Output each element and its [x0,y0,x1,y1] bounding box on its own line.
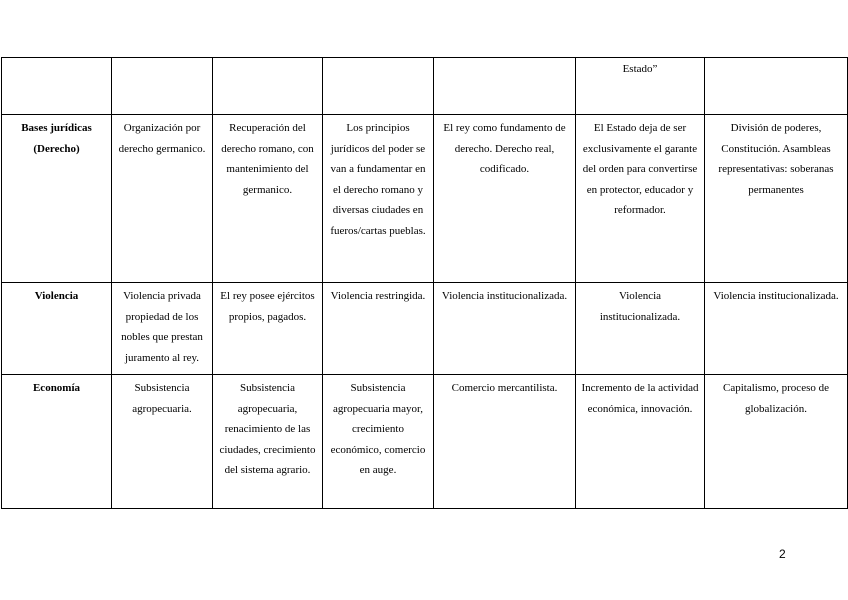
table-cell: Capitalismo, proceso de globalización. [705,375,848,509]
table-cell: Subsistencia agropecuaria. [112,375,213,509]
table-cell: División de poderes, Constitución. Asambleas representativas: soberanas permanentes [705,115,848,283]
table-cell: Violencia privada propiedad de los nobles que prestan juramento al rey. [112,283,213,375]
table-cell [705,58,848,115]
comparison-table [1,57,848,509]
table-cell: Comercio mercantilista. [434,375,576,509]
page-number: 2 [779,547,786,561]
table-row [2,283,848,375]
table-cell: Violencia institucionalizada. [434,283,576,375]
table-cell: Subsistencia agropecuaria mayor, crecimiento económico, comercio en auge. [323,375,434,509]
table-cell: Recuperación del derecho romano, con mantenimiento del germanico. [213,115,323,283]
table-cell: El rey posee ejércitos propios, pagados. [213,283,323,375]
table-cell: El rey como fundamento de derecho. Derecho real, codificado. [434,115,576,283]
row-header: Bases jurídicas (Derecho) [2,115,112,283]
table-cell: Violencia institucionalizada. [576,283,705,375]
table-cell [323,58,434,115]
table-row [2,58,848,115]
table-cell: Subsistencia agropecuaria, renacimiento de las ciudades, crecimiento del sistema agrario. [213,375,323,509]
table-cell: El Estado deja de ser exclusivamente el garante del orden para convertirse en protector, educador y reformador. [576,115,705,283]
table-cell: Incremento de la actividad económica, innovación. [576,375,705,509]
table-cell: Estado” [576,58,705,115]
row-header: Economía [2,375,112,509]
table-cell [112,58,213,115]
table-cell [434,58,576,115]
row-header: Violencia [2,283,112,375]
table-cell [213,58,323,115]
table-row [2,115,848,283]
row-header [2,58,112,115]
table-cell: Los principios jurídicos del poder se van a fundamentar en el derecho romano y diversas ciudades en fueros/cartas pueblas. [323,115,434,283]
table-cell: Organización por derecho germanico. [112,115,213,283]
table-cell: Violencia institucionalizada. [705,283,848,375]
table-row [2,375,848,509]
table-cell: Violencia restringida. [323,283,434,375]
